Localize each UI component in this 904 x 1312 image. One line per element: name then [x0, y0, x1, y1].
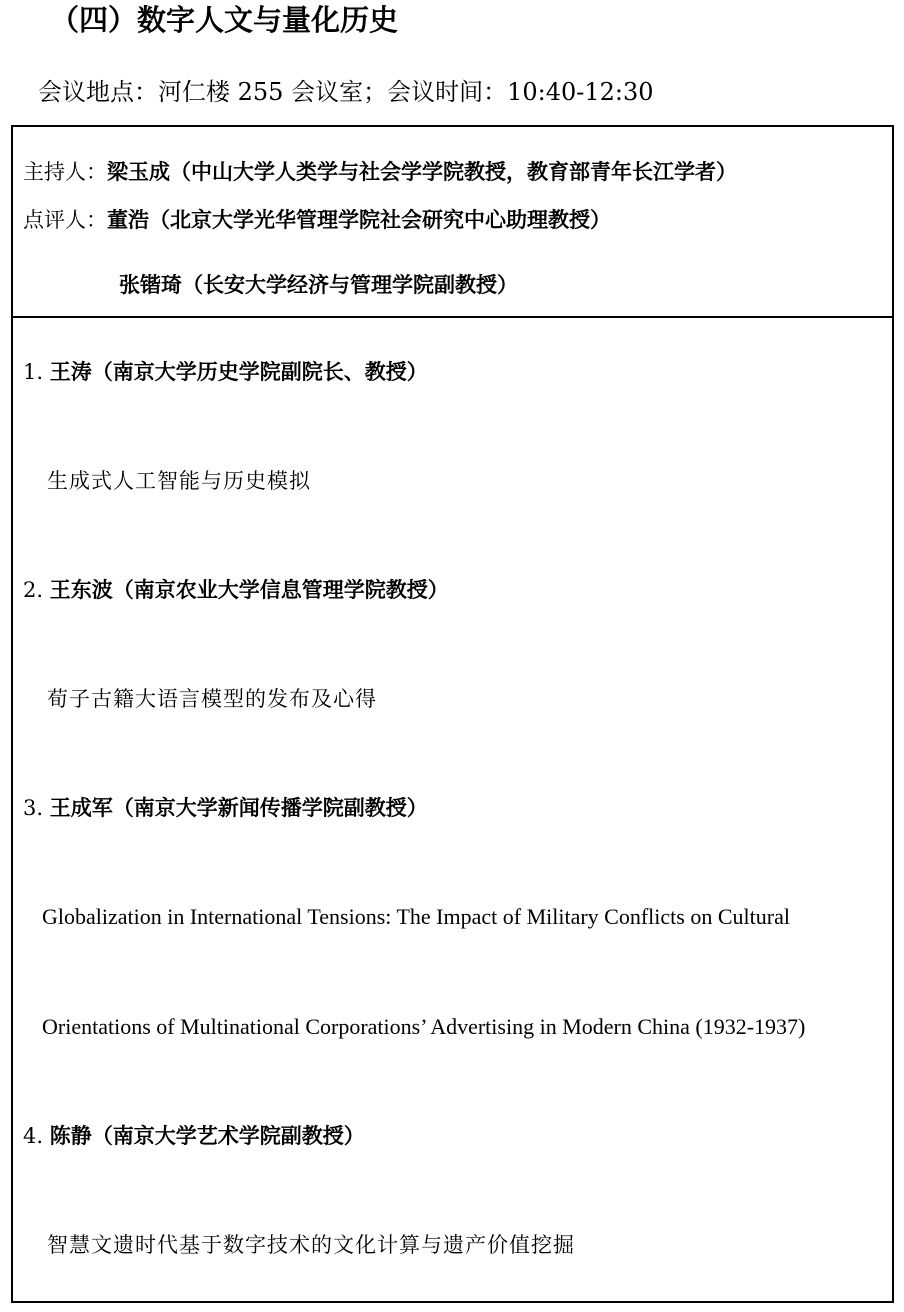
speaker-number: 3.	[23, 796, 44, 820]
table-divider	[13, 316, 892, 318]
talk-title-line-1: Globalization in International Tensions: The Impact of Military Conflicts on Cultural	[42, 904, 790, 929]
speaker-number: 1.	[23, 360, 44, 384]
speaker-row-2	[23, 575, 449, 605]
talk-title: 生成式人工智能与历史模拟	[47, 469, 311, 493]
talk-title: 荀子古籍大语言模型的发布及心得	[47, 687, 377, 711]
talk-title-line-2: Orientations of Multinational Corporations’ Advertising in Modern China (1932-1937)	[42, 1014, 806, 1039]
commentator-name-1: 董浩（北京大学光华管理学院社会研究中心助理教授）	[107, 207, 611, 232]
commentator-row	[23, 205, 611, 235]
program-table	[11, 125, 894, 1303]
speaker-row-1	[23, 357, 428, 387]
speaker-name: 王东波（南京农业大学信息管理学院教授）	[49, 577, 449, 602]
host-row	[23, 157, 737, 187]
meeting-info: 会议地点：河仁楼 255 会议室；会议时间：10:40-12:30	[38, 78, 654, 106]
speaker-name: 王成军（南京大学新闻传播学院副教授）	[49, 795, 428, 820]
speaker-number: 4.	[23, 1124, 44, 1148]
speaker-name: 王涛（南京大学历史学院副院长、教授）	[49, 359, 428, 384]
host-name: 梁玉成（中山大学人类学与社会学学院教授，教育部青年长江学者）	[107, 159, 737, 184]
speaker-name: 陈静（南京大学艺术学院副教授）	[49, 1123, 365, 1148]
commentator-label: 点评人：	[23, 208, 107, 232]
section-title: （四）数字人文与量化历史	[50, 3, 399, 37]
talk-title: 智慧文遗时代基于数字技术的文化计算与遗产价值挖掘	[47, 1233, 575, 1257]
commentator-name-2: 张锴琦（长安大学经济与管理学院副教授）	[119, 272, 518, 297]
host-label: 主持人：	[23, 160, 107, 184]
speaker-number: 2.	[23, 578, 44, 602]
speaker-row-4	[23, 1121, 365, 1151]
speaker-row-3	[23, 793, 428, 823]
